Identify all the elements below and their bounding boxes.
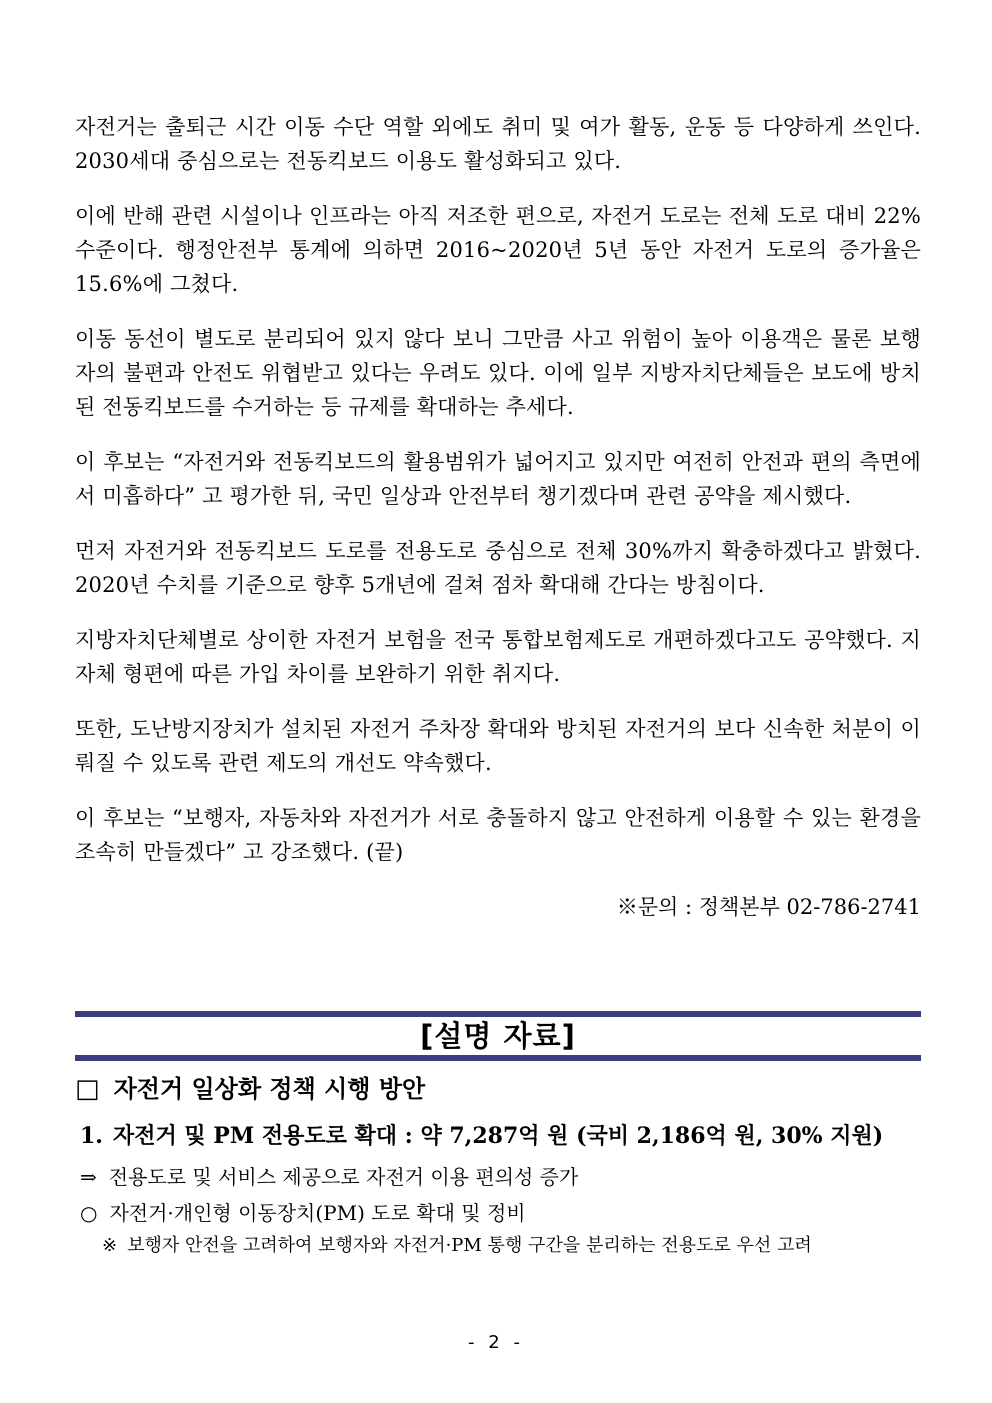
body-paragraph: 지방자치단체별로 상이한 자전거 보험을 전국 통합보험제도로 개편하겠다고도 공약했다. 지자체 형편에 따른 가입 차이를 보완하기 위한 취지다.	[75, 628, 921, 686]
body-paragraph: 이 후보는 “자전거와 전동킥보드의 활용범위가 넓어지고 있지만 여전히 안전과 편의 측면에서 미흡하다” 고 평가한 뒤, 국민 일상과 안전부터 챙기겠다며 관련 공약을 제시했다.	[75, 450, 921, 508]
list-item-budget	[75, 1120, 921, 1152]
section-banner	[75, 1011, 921, 1061]
item-number: 1.	[80, 1123, 103, 1149]
list-item-text: 전용도로 및 서비스 제공으로 자전거 이용 편의성 증가	[108, 1165, 579, 1189]
section-banner-title: [설명 자료]	[420, 1019, 576, 1053]
reference-mark-icon: ※	[102, 1235, 118, 1256]
square-bullet-icon: □	[75, 1074, 100, 1104]
double-arrow-icon: ⇒	[80, 1165, 97, 1189]
list-item-text: 자전거·개인형 이동장치(PM) 도로 확대 및 정비	[109, 1201, 526, 1225]
body-paragraph: 자전거는 출퇴근 시간 이동 수단 역할 외에도 취미 및 여가 활동, 운동 등 다양하게 쓰인다. 2030세대 중심으로는 전동킥보드 이용도 활성화되고 있다.	[75, 115, 921, 173]
divider-bar-bottom	[75, 1055, 921, 1061]
body-paragraph: 또한, 도난방지장치가 설치된 자전거 주차장 확대와 방치된 자전거의 보다 신속한 처분이 이뤄질 수 있도록 관련 제도의 개선도 약속했다.	[75, 717, 921, 775]
contact-line: ※문의 : 정책본부 02-786-2741	[616, 895, 921, 919]
list-item-circle	[75, 1198, 921, 1228]
circle-bullet-icon: ○	[80, 1201, 98, 1225]
section-heading-label: 자전거 일상화 정책 시행 방안	[113, 1074, 426, 1103]
page-number: - 2 -	[468, 1332, 524, 1353]
body-paragraph: 먼저 자전거와 전동킥보드 도로를 전용도로 중심으로 전체 30%까지 확충하겠다고 밝혔다. 2020년 수치를 기준으로 향후 5개년에 걸쳐 점차 확대해 간다는 방침이다.	[75, 539, 921, 597]
section-heading	[75, 1072, 921, 1106]
document-content	[75, 110, 921, 1260]
body-paragraph: 이에 반해 관련 시설이나 인프라는 아직 저조한 편으로, 자전거 도로는 전체 도로 대비 22% 수준이다. 행정안전부 통계에 의하면 2016~2020년 5년 동안 자전거 도로의 증가율은 15.6%에 그쳤다.	[75, 204, 921, 296]
body-paragraph: 이동 동선이 별도로 분리되어 있지 않다 보니 그만큼 사고 위험이 높아 이용객은 물론 보행자의 불편과 안전도 위협받고 있다는 우려도 있다. 이에 일부 지방자치단체들은 보도에 방치된 전동킥보드를 수거하는 등 규제를 확대하는 추세다.	[75, 327, 921, 419]
list-item-arrow	[75, 1162, 921, 1192]
body-paragraph: 이 후보는 “보행자, 자동차와 자전거가 서로 충돌하지 않고 안전하게 이용할 수 있는 환경을 조속히 만들겠다” 고 강조했다. (끝)	[75, 806, 921, 864]
list-item-text: 자전거 및 PM 전용도로 확대 : 약 7,287억 원 (국비 2,186억 원, 30% 지원)	[112, 1123, 884, 1149]
list-item-note	[75, 1232, 921, 1260]
list-item-text: 보행자 안전을 고려하여 보행자와 자전거·PM 통행 구간을 분리하는 전용도로 우선 고려	[127, 1235, 812, 1256]
